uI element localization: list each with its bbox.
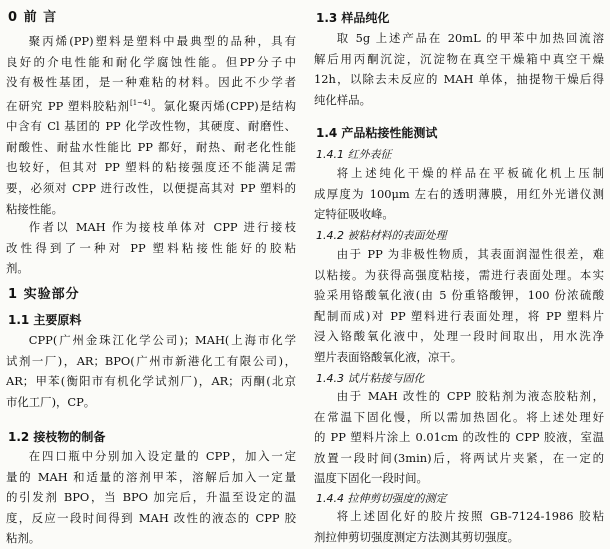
section-1-4-1-paragraph [314,163,604,225]
text-line: 成厚度为 100μm 左右的透明薄膜，用红外光谱仪测 [314,186,604,201]
text-line: 量的 MAH 和适量的溶剂甲苯，溶解后加入一定量 [6,469,296,484]
text-line: 在四口瓶中分别加入设定量的 CPP，加入一定 [28,449,296,463]
text-line: 粘剂。 [6,531,41,546]
section-1-4-4-paragraph [314,506,604,547]
text-line: 放置一段时间(3min)后，将两试片夹紧，在一定的 [314,450,604,465]
section-1-4-2-heading: 1.4.2 被粘材料的表面处理 [316,229,447,242]
text-line: AR；甲苯(衡阳市有机化学试剂厂)，AR；丙酮(北京 [6,374,296,389]
intro-heading: 0 前 言 [8,10,58,25]
text-line: 聚丙烯(PP)塑料是塑料中最典型的品种，具有 [28,34,296,48]
text-line: CPP(广州金珠江化学公司)；MAH(上海市化学 [28,333,296,347]
text-line: 纯化样品。 [314,92,371,107]
text-line: 作者以 MAH 作为接枝单体对 CPP 进行接枝 [28,220,296,234]
intro-paragraph-2 [6,217,296,279]
section-1-1-heading: 1.1 主要原料 [8,313,82,327]
section-1-2-paragraph [6,446,296,549]
text-line: 将上述固化好的胶片按照 GB-7124-1986 胶粘 [336,509,604,523]
text-fragment: 。氯化聚丙烯(CPP)是结构 [150,98,296,113]
text-line: 取 5g 上述产品在 20mL 的甲苯中加热回流溶 [336,31,604,45]
text-line: 粘接性能。 [6,201,63,216]
section-1-4-3-paragraph [314,386,604,489]
text-line: 以粘接。为获得高强度粘接，需进行表面处理。本实 [314,267,604,282]
section-1-3-heading: 1.3 样品纯化 [316,11,390,25]
text-line: 剂拉伸剪切强度测定方法测其剪切强度。 [314,529,520,544]
section-1-3-paragraph [314,28,604,110]
text-line: 由于 PP 为非极性物质，其表面润湿性很差，难 [336,247,604,261]
text-line: 在常温下固化慢，所以需加热固化。将上述处理好 [314,409,604,424]
text-line: 解后用丙酮沉淀，沉淀物在真空干燥箱中真空干燥 [314,51,604,66]
text-line: 将上述纯化干燥的样品在平板硫化机上压制 [336,166,604,180]
text-line: 改性得到了一种对 PP 塑料粘接性能好的胶粘 [6,240,296,255]
text-line: 配制而成)对 PP 塑料进行表面处理，将 PP 塑料片 [314,308,604,323]
text-line-with-citation [6,93,296,116]
section-1-4-2-paragraph [314,244,604,368]
text-line: 温度下固化一段时间。 [314,471,428,486]
text-line: 试剂一厂)，AR；BPO(广州市新港化工有限公司)， [6,353,296,368]
section-1-4-heading: 1.4 产品粘接性能测试 [316,126,438,140]
section-1-4-3-heading: 1.4.3 试片粘接与固化 [316,372,425,385]
text-line: 定特征吸收峰。 [314,207,394,222]
experimental-heading: 1 实验部分 [8,287,80,302]
text-line: 的 PP 塑料片涂上 0.01cm 的改性的 CPP 胶液，室温 [314,430,604,445]
section-1-2-heading: 1.2 接枝物的制备 [8,430,106,444]
text-line: 中含有 Cl 基团的 PP 化学改性物，其硬度、耐磨性、 [6,119,296,134]
text-line: 市化工厂)，CP。 [6,394,96,409]
section-1-4-4-heading: 1.4.4 拉伸剪切强度的测定 [316,492,447,505]
section-1-4-1-heading: 1.4.1 红外表征 [316,148,392,161]
text-line: 没有极性基团，是一种难粘的材料。因此不少学者 [6,75,296,90]
text-line: 塑片表面铬酸氧化液，凉干。 [314,349,463,364]
text-line: 良好的介电性能和耐化学腐蚀性能。但PP分子中 [6,54,296,69]
intro-paragraph-1 [6,31,296,219]
text-line: 度，反应一段时间得到 MAH 改性的液态的 CPP 胶 [6,510,296,525]
text-line: 12h，以除去未反应的 MAH 单体，抽提物干燥后得 [314,72,604,87]
text-line: 浸入铬酸氧化液中，处理一段时间取出，用水洗净 [314,329,604,344]
text-fragment: 在研究 PP 塑料胶粘剂 [6,98,130,113]
text-line: 由于 MAH 改性的 CPP 胶粘剂为液态胶粘剂， [336,389,604,403]
citation-superscript: [1~4] [130,98,151,107]
text-line: 要，必须对 CPP 进行改性，以便提高其对 PP 塑料的 [6,180,296,195]
text-line: 的引发剂 BPO，当 BPO 加完后，升温至设定的温 [6,490,296,505]
text-line: 也较好，但其对 PP 塑料的粘接强度还不能满足需 [6,160,296,175]
text-line: 耐酸性、耐盐水性能比 PP 都好，耐热、耐老化性能 [6,139,296,154]
text-line: 剂。 [6,261,29,276]
section-1-1-paragraph [6,330,296,412]
text-line: 验采用铬酸氧化液(由 5 份重铬酸钾，100 份浓硫酸 [314,288,604,303]
